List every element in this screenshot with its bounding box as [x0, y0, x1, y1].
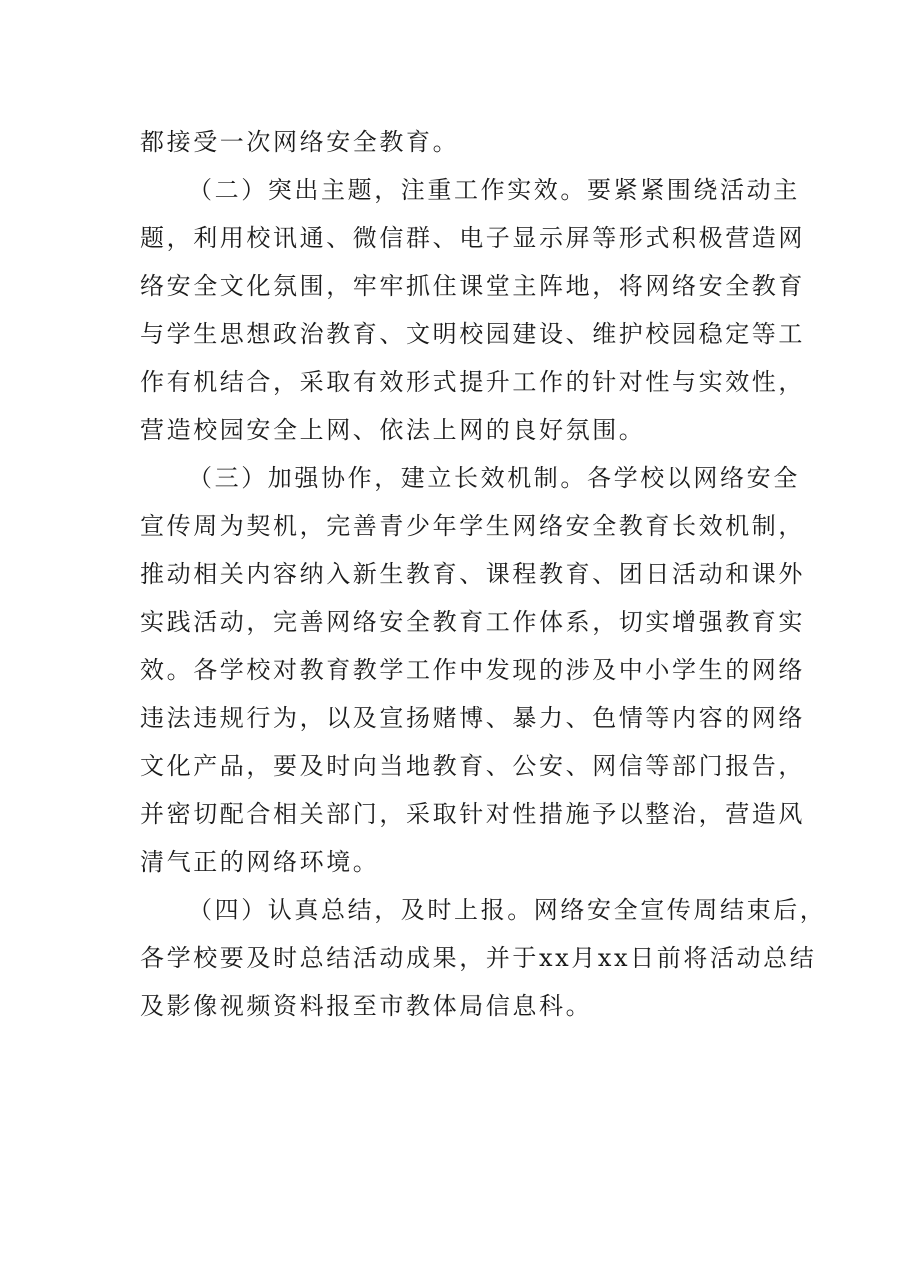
- text-line: 及影像视频资料报至市教体局信息科。: [140, 992, 593, 1020]
- paragraph-2-heading-line: （二）突出主题，注重工作实效。要紧紧围绕活动主: [188, 176, 800, 204]
- text-line: 都接受一次网络安全教育。: [140, 128, 460, 156]
- text-line: 实践活动，完善网络安全教育工作体系，切实增强教育实: [140, 608, 805, 636]
- text-line: 文化产品，要及时向当地教育、公安、网信等部门报告，: [140, 752, 805, 780]
- text-line: 效。各学校对教育教学工作中发现的涉及中小学生的网络: [140, 656, 805, 684]
- text-line: 与学生思想政治教育、文明校园建设、维护校园稳定等工: [140, 320, 805, 348]
- text-line: 推动相关内容纳入新生教育、课程教育、团日活动和课外: [140, 560, 805, 588]
- text-line: 作有机结合，采取有效形式提升工作的针对性与实效性，: [140, 368, 805, 396]
- text-line: 宣传周为契机，完善青少年学生网络安全教育长效机制，: [140, 512, 805, 540]
- text-line: 各学校要及时总结活动成果，并于xx月xx日前将活动总结: [140, 944, 817, 972]
- text-line: 并密切配合相关部门，采取针对性措施予以整治，营造风: [140, 800, 805, 828]
- paragraph-4-heading-line: （四）认真总结，及时上报。网络安全宣传周结束后，: [188, 896, 827, 924]
- text-line: 营造校园安全上网、依法上网的良好氛围。: [140, 416, 646, 444]
- paragraph-3-heading-line: （三）加强协作，建立长效机制。各学校以网络安全: [188, 464, 800, 492]
- text-line: 络安全文化氛围，牢牢抓住课堂主阵地，将网络安全教育: [140, 272, 805, 300]
- text-line: 违法违规行为，以及宣扬赌博、暴力、色情等内容的网络: [140, 704, 805, 732]
- text-line: 清气正的网络环境。: [140, 848, 380, 876]
- text-line: 题，利用校讯通、微信群、电子显示屏等形式积极营造网: [140, 224, 805, 252]
